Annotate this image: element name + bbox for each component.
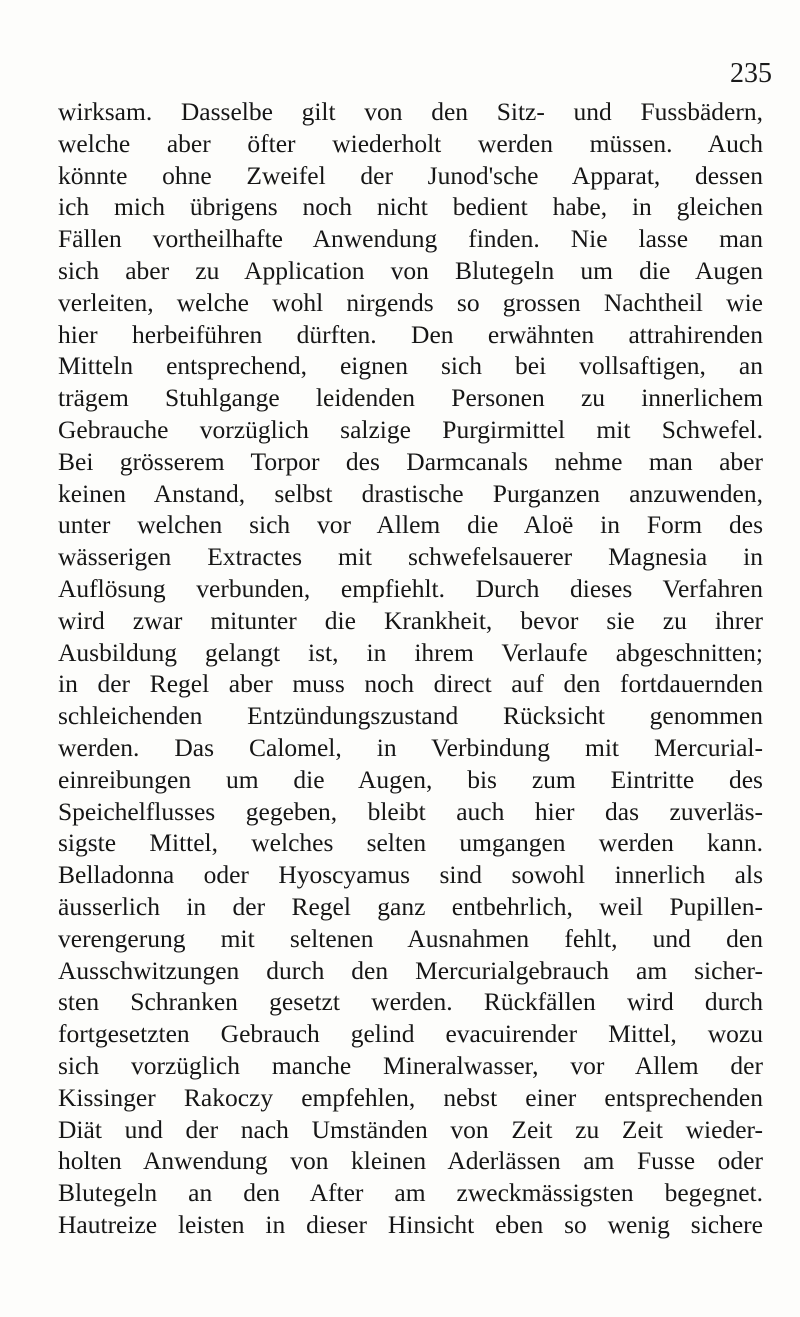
text-line: fortgesetzten Gebrauch gelind evacuirender Mittel, wozu (58, 1019, 763, 1049)
text-line: Auflösung verbunden, empfiehlt. Durch dieses Verfahren (58, 573, 763, 603)
text-line: schleichenden Entzündungszustand Rücksicht genommen (58, 701, 763, 731)
text-line: welche aber öfter wiederholt werden müssen. Auch (58, 128, 763, 158)
text-line: Fällen vortheilhafte Anwendung finden. Nie lasse man (58, 224, 763, 254)
text-line: sigste Mittel, welches selten umgangen werden kann. (58, 828, 763, 858)
text-line: verengerung mit seltenen Ausnahmen fehlt, und den (58, 923, 763, 953)
text-line: ich mich übrigens noch nicht bedient habe, in gleichen (58, 192, 763, 222)
text-line: Mitteln entsprechend, eignen sich bei vollsaftigen, an (58, 351, 763, 381)
page-number: 235 (730, 58, 772, 89)
text-line: Kissinger Rakoczy empfehlen, nebst einer entsprechenden (58, 1082, 763, 1112)
text-line: könnte ohne Zweifel der Junod'sche Apparat, dessen (58, 160, 763, 190)
text-line: Bei grösserem Torpor des Darmcanals nehme man aber (58, 446, 763, 476)
text-line: keinen Anstand, selbst drastische Purganzen anzuwenden, (58, 478, 763, 508)
text-line: unter welchen sich vor Allem die Aloë in Form des (58, 510, 763, 540)
text-line: verleiten, welche wohl nirgends so grossen Nachtheil wie (58, 287, 763, 317)
text-line: Speichelflusses gegeben, bleibt auch hier das zuverläs- (58, 796, 763, 826)
text-line: sich vorzüglich manche Mineralwasser, vor Allem der (58, 1050, 763, 1080)
text-line: hier herbeiführen dürften. Den erwähnten attrahirenden (58, 319, 763, 349)
text-line: holten Anwendung von kleinen Aderlässen am Fusse oder (58, 1146, 763, 1176)
body-text (58, 96, 763, 1241)
text-line: Belladonna oder Hyoscyamus sind sowohl innerlich als (58, 860, 763, 890)
text-line: wirksam. Dasselbe gilt von den Sitz- und Fussbädern, (58, 97, 763, 126)
text-line: Hautreize leisten in dieser Hinsicht eben so wenig sichere (58, 1209, 763, 1239)
text-line: einreibungen um die Augen, bis zum Eintritte des (58, 764, 763, 794)
text-line: wird zwar mitunter die Krankheit, bevor sie zu ihrer (58, 605, 763, 635)
text-line: wässerigen Extractes mit schwefelsauerer Magnesia in (58, 542, 763, 572)
text-line: äusserlich in der Regel ganz entbehrlich, weil Pupillen- (58, 891, 763, 921)
text-line: Ausbildung gelangt ist, in ihrem Verlaufe abgeschnitten; (58, 637, 763, 667)
text-line: Gebrauche vorzüglich salzige Purgirmittel mit Schwefel. (58, 414, 763, 444)
text-line: in der Regel aber muss noch direct auf den fortdauernden (58, 669, 763, 699)
text-line: werden. Das Calomel, in Verbindung mit Mercurial- (58, 732, 763, 762)
text-line: sten Schranken gesetzt werden. Rückfällen wird durch (58, 987, 763, 1017)
text-line: Blutegeln an den After am zweckmässigsten begegnet. (58, 1178, 763, 1208)
text-line: Ausschwitzungen durch den Mercurialgebrauch am sicher- (58, 955, 763, 985)
text-line: trägem Stuhlgange leidenden Personen zu innerlichem (58, 383, 763, 413)
text-line: Diät und der nach Umständen von Zeit zu Zeit wieder- (58, 1114, 763, 1144)
text-line: sich aber zu Application von Blutegeln um die Augen (58, 255, 763, 285)
